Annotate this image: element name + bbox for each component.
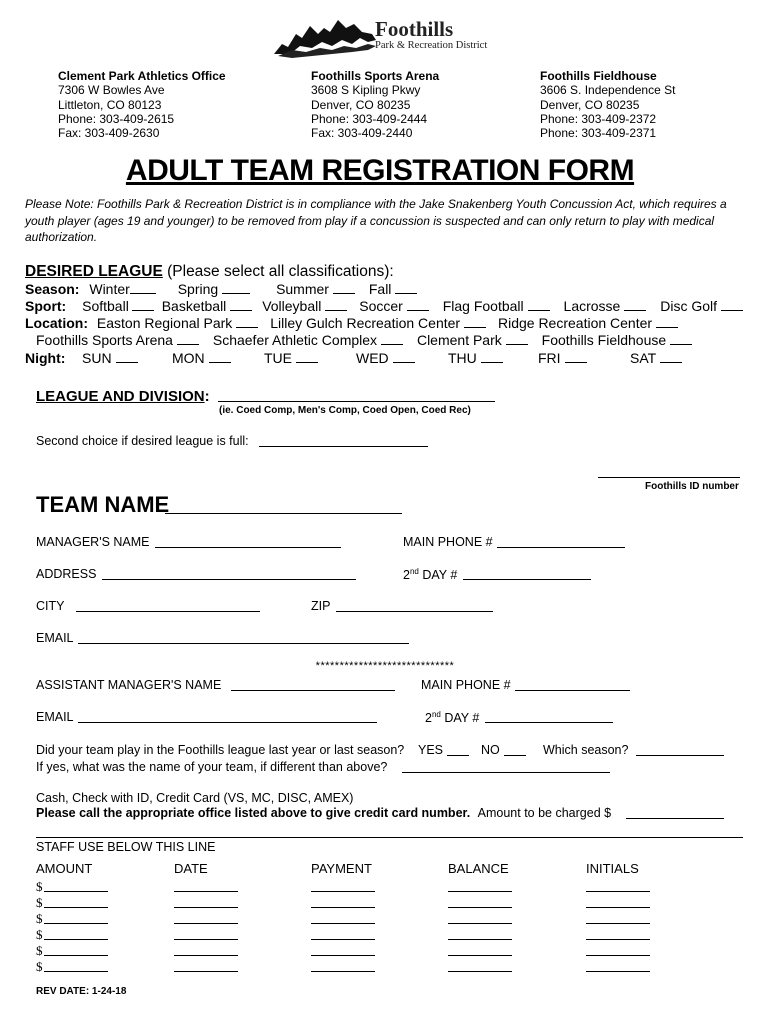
staff-blank-amount[interactable] — [44, 891, 108, 892]
previous-season-question: Did your team play in the Foothills league last year or last season? — [36, 743, 405, 757]
location-option-schaefer[interactable]: Schaefer Athletic Complex — [212, 332, 378, 348]
sport-blank[interactable] — [624, 298, 646, 311]
office-line: Littleton, CO 80123 — [58, 97, 162, 112]
night-option-wed[interactable]: WED — [356, 350, 415, 366]
staff-col-payment: PAYMENT — [311, 861, 372, 876]
night-option-tue[interactable]: TUE — [264, 350, 318, 366]
office-name: Foothills Fieldhouse — [540, 69, 657, 83]
assistant-name-label: ASSISTANT MANAGER'S NAME — [36, 678, 222, 692]
season-option-winter[interactable]: Winter — [89, 281, 130, 297]
season-row — [25, 281, 417, 297]
office-fieldhouse — [540, 69, 675, 140]
season-blank[interactable] — [395, 281, 417, 294]
staff-blank-initials[interactable] — [586, 971, 650, 972]
office-line: 3606 S. Independence St — [540, 83, 676, 98]
staff-dollar-sign: $ — [36, 927, 43, 942]
sport-blank[interactable] — [132, 298, 154, 311]
location-row-1 — [25, 315, 678, 331]
sport-option-soccer[interactable]: Soccer — [359, 298, 403, 314]
amount-label: Amount to be charged $ — [477, 806, 612, 820]
manager-zip-input[interactable] — [336, 611, 493, 612]
rev-date: REV DATE: 1-24-18 — [36, 986, 127, 997]
which-season-input[interactable] — [636, 755, 724, 756]
foothills-id-input[interactable] — [598, 477, 740, 478]
assistant-second-day-label: 2nd DAY # — [425, 710, 480, 726]
staff-blank-payment[interactable] — [311, 971, 375, 972]
staff-blank-payment[interactable] — [311, 907, 375, 908]
office-line: 3608 S Kipling Pkwy — [311, 83, 421, 98]
location-option-clement-park[interactable]: Clement Park — [416, 332, 502, 348]
desired-league-title: DESIRED LEAGUE — [25, 263, 163, 280]
sport-blank[interactable] — [325, 298, 347, 311]
manager-second-day-label: 2nd DAY # — [403, 567, 458, 583]
manager-email-label: EMAIL — [36, 631, 74, 645]
location-blank[interactable] — [670, 332, 692, 345]
staff-dollar-sign: $ — [36, 959, 43, 974]
payment-methods: Cash, Check with ID, Credit Card (VS, MC, DISC, AMEX) — [36, 791, 354, 805]
season-blank[interactable] — [130, 281, 156, 294]
location-option-sports-arena[interactable]: Foothills Sports Arena — [36, 332, 173, 348]
staff-blank-initials[interactable] — [586, 955, 650, 956]
staff-dollar-sign: $ — [36, 879, 43, 894]
staff-blank-payment[interactable] — [311, 923, 375, 924]
league-division-input[interactable] — [218, 401, 495, 402]
team-name-label: TEAM NAME — [36, 492, 170, 517]
staff-dollar-sign: $ — [36, 895, 43, 910]
manager-phone-label: MAIN PHONE # — [403, 535, 493, 549]
staff-blank-payment[interactable] — [311, 939, 375, 940]
form-title: ADULT TEAM REGISTRATION FORM — [125, 154, 635, 187]
staff-dollar-sign: $ — [36, 943, 43, 958]
manager-address-label: ADDRESS — [36, 567, 97, 581]
concussion-note: Please Note: Foothills Park & Recreation District is in compliance with the Jake Snakenberg Youth Concussion Act, which requires a youth player (ages 19 and younger) to be removed from play if a concussion is suspected and can only return to play with medical authorization. — [25, 197, 727, 244]
manager-city-input[interactable] — [76, 611, 260, 612]
location-blank[interactable] — [236, 315, 258, 328]
manager-city-label: CITY — [36, 599, 65, 613]
staff-blank-date[interactable] — [174, 907, 238, 908]
night-option-sat[interactable]: SAT — [630, 350, 682, 366]
sport-blank[interactable] — [721, 298, 743, 311]
season-option-fall[interactable]: Fall — [368, 281, 392, 297]
staff-blank-payment[interactable] — [311, 891, 375, 892]
office-line: Fax: 303-409-2630 — [58, 126, 160, 141]
season-option-spring[interactable]: Spring — [177, 281, 219, 297]
office-line: 7306 W Bowles Ave — [58, 83, 165, 98]
sport-option-softball[interactable]: Softball — [82, 298, 129, 314]
logo-subtitle: Park & Recreation District — [375, 40, 488, 51]
location-option-fieldhouse[interactable]: Foothills Fieldhouse — [541, 332, 667, 348]
assistant-phone-label: MAIN PHONE # — [421, 678, 511, 692]
staff-dollar-sign: $ — [36, 911, 43, 926]
sport-option-lacrosse[interactable]: Lacrosse — [563, 298, 621, 314]
separator-asterisks: ***************************** — [315, 660, 455, 672]
previous-no-option[interactable]: NO — [481, 743, 500, 757]
staff-blank-balance[interactable] — [448, 907, 512, 908]
staff-blank-date[interactable] — [174, 939, 238, 940]
sport-blank[interactable] — [528, 298, 550, 311]
staff-blank-balance[interactable] — [448, 955, 512, 956]
second-choice-label: Second choice if desired league is full: — [36, 434, 249, 448]
manager-address-input[interactable] — [102, 579, 356, 580]
sport-option-flag-football[interactable]: Flag Football — [442, 298, 524, 314]
season-blank[interactable] — [222, 281, 250, 294]
assistant-email-input[interactable] — [78, 722, 377, 723]
staff-table — [0, 861, 770, 981]
location-blank[interactable] — [177, 332, 199, 345]
staff-blank-balance[interactable] — [448, 891, 512, 892]
night-label: Night: — [25, 350, 66, 366]
assistant-phone-input[interactable] — [515, 690, 630, 691]
league-division-row — [36, 388, 210, 405]
staff-blank-balance[interactable] — [448, 923, 512, 924]
previous-team-name-question: If yes, what was the name of your team, if different than above? — [36, 760, 388, 774]
sport-row — [25, 298, 743, 314]
staff-col-amount: AMOUNT — [36, 861, 93, 876]
night-option-mon[interactable]: MON — [172, 350, 231, 366]
manager-phone-input[interactable] — [497, 547, 625, 548]
location-label: Location: — [25, 315, 88, 331]
sport-option-disc-golf[interactable]: Disc Golf — [660, 298, 718, 314]
manager-second-day-input[interactable] — [463, 579, 591, 580]
payment-call-note: Please call the appropriate office listed above to give credit card number. — [36, 806, 471, 820]
night-row — [25, 350, 657, 366]
location-option-ridge[interactable]: Ridge Recreation Center — [497, 315, 653, 331]
location-blank[interactable] — [506, 332, 528, 345]
sport-option-volleyball[interactable]: Volleyball — [262, 298, 322, 314]
logo-name: Foothills — [375, 17, 454, 41]
staff-blank-amount[interactable] — [44, 907, 108, 908]
office-name: Clement Park Athletics Office — [58, 69, 226, 83]
sport-option-basketball[interactable]: Basketball — [161, 298, 227, 314]
staff-blank-amount[interactable] — [44, 939, 108, 940]
office-line: Phone: 303-409-2372 — [540, 111, 657, 126]
previous-yes-option[interactable]: YES — [418, 743, 444, 757]
staff-blank-amount[interactable] — [44, 923, 108, 924]
staff-blank-initials[interactable] — [586, 939, 650, 940]
second-choice-input[interactable] — [259, 446, 428, 447]
staff-blank-date[interactable] — [174, 971, 238, 972]
foothills-id-label: Foothills ID number — [645, 481, 739, 492]
location-option-easton[interactable]: Easton Regional Park — [96, 315, 233, 331]
mountain-logo-icon — [272, 14, 382, 58]
staff-heading: STAFF USE BELOW THIS LINE — [36, 840, 216, 854]
season-option-summer[interactable]: Summer — [276, 281, 329, 297]
office-sports-arena — [311, 69, 439, 140]
amount-input[interactable] — [626, 818, 724, 819]
location-row-2 — [36, 332, 692, 348]
logo — [272, 12, 502, 58]
which-season-label: Which season? — [543, 743, 629, 757]
payment-call-row — [36, 806, 611, 820]
manager-email-input[interactable] — [78, 643, 409, 644]
staff-blank-initials[interactable] — [586, 923, 650, 924]
location-option-lilley-gulch[interactable]: Lilley Gulch Recreation Center — [270, 315, 461, 331]
staff-blank-amount[interactable] — [44, 955, 108, 956]
previous-yes-blank[interactable] — [447, 755, 469, 756]
location-blank[interactable] — [464, 315, 486, 328]
previous-no-blank[interactable] — [504, 755, 526, 756]
office-name: Foothills Sports Arena — [311, 69, 440, 83]
office-line: Phone: 303-409-2615 — [58, 111, 175, 126]
season-blank[interactable] — [333, 281, 355, 294]
assistant-email-label: EMAIL — [36, 710, 74, 724]
league-division-colon: : — [204, 388, 210, 405]
office-line: Denver, CO 80235 — [540, 97, 640, 112]
manager-name-label: MANAGER'S NAME — [36, 535, 150, 549]
sport-blank[interactable] — [230, 298, 252, 311]
office-clement-park — [58, 69, 226, 140]
night-option-fri[interactable]: FRI — [538, 350, 587, 366]
sport-blank[interactable] — [407, 298, 429, 311]
staff-col-initials: INITIALS — [586, 861, 639, 876]
team-name-input[interactable] — [165, 513, 402, 514]
staff-divider — [36, 837, 743, 838]
night-option-thu[interactable]: THU — [448, 350, 503, 366]
office-line: Denver, CO 80235 — [311, 97, 411, 112]
staff-blank-date[interactable] — [174, 955, 238, 956]
night-option-sun[interactable]: SUN — [82, 350, 138, 366]
location-blank[interactable] — [381, 332, 403, 345]
staff-blank-date[interactable] — [174, 923, 238, 924]
staff-blank-initials[interactable] — [586, 907, 650, 908]
location-blank[interactable] — [656, 315, 678, 328]
assistant-second-day-input[interactable] — [485, 722, 613, 723]
desired-league-heading — [25, 263, 394, 281]
staff-blank-balance[interactable] — [448, 971, 512, 972]
league-division-label: LEAGUE AND DIVISION — [36, 388, 205, 405]
office-line: Phone: 303-409-2371 — [540, 126, 657, 141]
office-line: Phone: 303-409-2444 — [311, 111, 428, 126]
previous-team-name-input[interactable] — [402, 772, 610, 773]
manager-zip-label: ZIP — [311, 599, 331, 613]
manager-name-input[interactable] — [155, 547, 341, 548]
staff-col-date: DATE — [174, 861, 208, 876]
desired-league-instruction: (Please select all classifications): — [162, 263, 394, 280]
staff-blank-amount[interactable] — [44, 971, 108, 972]
staff-blank-date[interactable] — [174, 891, 238, 892]
office-line: Fax: 303-409-2440 — [311, 126, 413, 141]
assistant-name-input[interactable] — [231, 690, 395, 691]
season-label: Season: — [25, 281, 80, 297]
staff-blank-balance[interactable] — [448, 939, 512, 940]
league-division-hint: (ie. Coed Comp, Men's Comp, Coed Open, Coed Rec) — [219, 405, 471, 416]
staff-blank-payment[interactable] — [311, 955, 375, 956]
staff-blank-initials[interactable] — [586, 891, 650, 892]
sport-label: Sport: — [25, 298, 67, 314]
staff-col-balance: BALANCE — [448, 861, 509, 876]
